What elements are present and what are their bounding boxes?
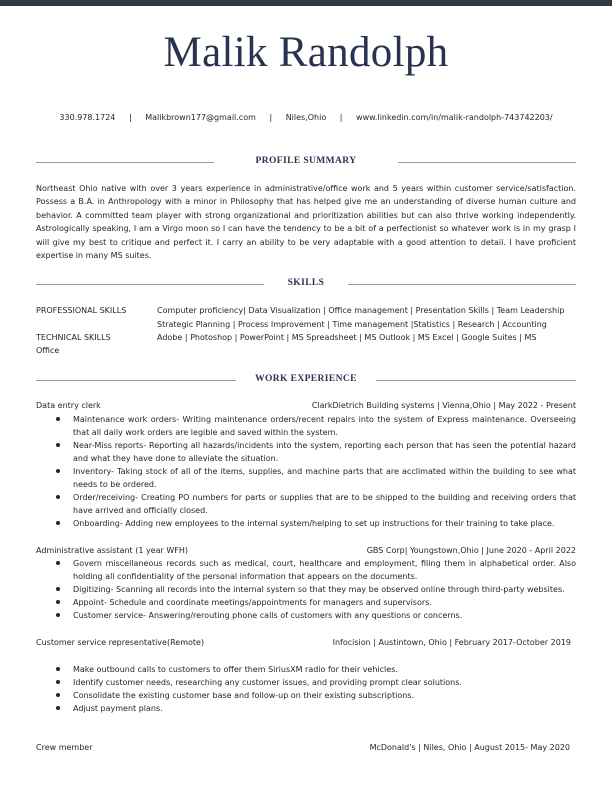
job-title: Crew member	[36, 743, 93, 752]
heading-rule-right	[348, 284, 576, 285]
contact-linkedin[interactable]: www.linkedin.com/in/malik-randolph-743742203/	[356, 113, 553, 122]
job-duty-item: Maintenance work orders- Writing maintenance orders/recent repairs into the system of Express maintenance. Overseeing that all daily work orders are legible and saved within the system.	[56, 413, 576, 439]
job-duty-item: Appoint- Schedule and coordinate meetings/appointments for managers and supervisors.	[56, 596, 576, 609]
top-accent-bar	[0, 0, 612, 6]
contact-email[interactable]: Malikbrown177@gmail.com	[145, 113, 256, 122]
experience-heading-row	[36, 374, 576, 386]
job-title: Data entry clerk	[36, 401, 101, 410]
job-duties-list	[56, 663, 576, 715]
contact-line	[0, 113, 612, 122]
job-employer-details: Infocision | Austintown, Ohio | February 2017-October 2019	[332, 638, 571, 647]
job-duty-item: Make outbound calls to customers to offer them SiriusXM radio for their vehicles.	[56, 663, 576, 676]
technical-skills-overflow: Office	[36, 346, 60, 355]
candidate-name: Malik Randolph	[163, 29, 449, 76]
heading-rule-right	[376, 380, 576, 381]
contact-location: Niles,Ohio	[285, 113, 327, 122]
job-employer-details: ClarkDietrich Building systems | Vienna,Ohio | May 2022 - Present	[311, 401, 576, 410]
job-title: Administrative assistant (1 year WFH)	[36, 546, 188, 555]
technical-skills-list: Adobe | Photoshop | PowerPoint | MS Spreadsheet | MS Outlook | MS Excel | Google Suites | MS	[157, 333, 537, 342]
profile-summary-text: Northeast Ohio native with over 3 years experience in administrative/office work and 5 years within customer service/satisfaction. Possess a B.A. in Anthropology with a minor in Philosophy that has helped give me an understanding of diverse human culture and behavior. A committed team player with strong organizational and prioritization abilities but can also thrive working independently. Astrologically speaking, I am a Virgo moon so I can have the tendency to be a bit of a perfectionist so whatever work is in my grasp I will give my best to critique and perfect it. I carry an ability to be very adaptable with a good attention to detail. I have proficient expertise in many MS suites.	[36, 184, 576, 261]
contact-phone: 330.978.1724	[59, 113, 116, 122]
job-duty-item: Order/receiving- Creating PO numbers for parts or supplies that are to be shipped to the building and receiving orders that have arrived and officially closed.	[56, 491, 576, 517]
skills-heading: SKILLS	[287, 278, 325, 288]
job-duty-item: Adjust payment plans.	[56, 702, 576, 715]
job-duty-item: Consolidate the existing customer base and follow-up on their existing subscriptions.	[56, 689, 576, 702]
job-duty-item: Onboarding- Adding new employees to the internal system/helping to set up instructions for their training to take place.	[56, 517, 576, 530]
contact-separator: |	[128, 113, 132, 122]
experience-heading: WORK EXPERIENCE	[255, 374, 357, 384]
job-duty-item: Near-Miss reports- Reporting all hazards/incidents into the system, reporting each person that has seen the potential hazard and what they have done to alleviate the situation.	[56, 439, 576, 465]
job-duty-item: Customer service- Answering/rerouting phone calls of customers with any questions or concerns.	[56, 609, 576, 622]
job-duty-item: Govern miscellaneous records such as medical, court, healthcare and employment, filing them in alphabetical order. Also holding all confidentiality of the personal information that appears on the documents.	[56, 557, 576, 583]
contact-separator: |	[339, 113, 343, 122]
technical-skills-label: TECHNICAL SKILLS	[36, 333, 111, 342]
professional-skills-list: Computer proficiency| Data Visualization | Office management | Presentation Skills | Team Leadership Strategic Planning | Process Improvement | Time management |Statistics | Research | Accounting	[157, 306, 565, 329]
profile-heading: PROFILE SUMMARY	[255, 156, 357, 166]
job-employer-details: GBS Corp| Youngstown,Ohio | June 2020 - April 2022	[366, 546, 576, 555]
profile-heading-row	[36, 156, 576, 168]
job-duties-list	[56, 413, 576, 530]
job-employer-details: McDonald's | Niles, Ohio | August 2015- May 2020	[369, 743, 570, 752]
heading-rule-right	[398, 162, 576, 163]
job-duty-item: Digitizing- Scanning all records into the internal system so that they may be observed online through third-party websites.	[56, 583, 576, 596]
job-duty-item: Inventory- Taking stock of all of the items, supplies, and machine parts that are acclimated within the building to see what needs to be ordered.	[56, 465, 576, 491]
skills-heading-row	[36, 278, 576, 290]
job-duty-item: Identify customer needs, researching any customer issues, and providing prompt clear solutions.	[56, 676, 576, 689]
job-duties-list	[56, 557, 576, 622]
contact-separator: |	[269, 113, 273, 122]
job-title: Customer service representative(Remote)	[36, 638, 205, 647]
professional-skills-label: PROFESSIONAL SKILLS	[36, 306, 127, 315]
